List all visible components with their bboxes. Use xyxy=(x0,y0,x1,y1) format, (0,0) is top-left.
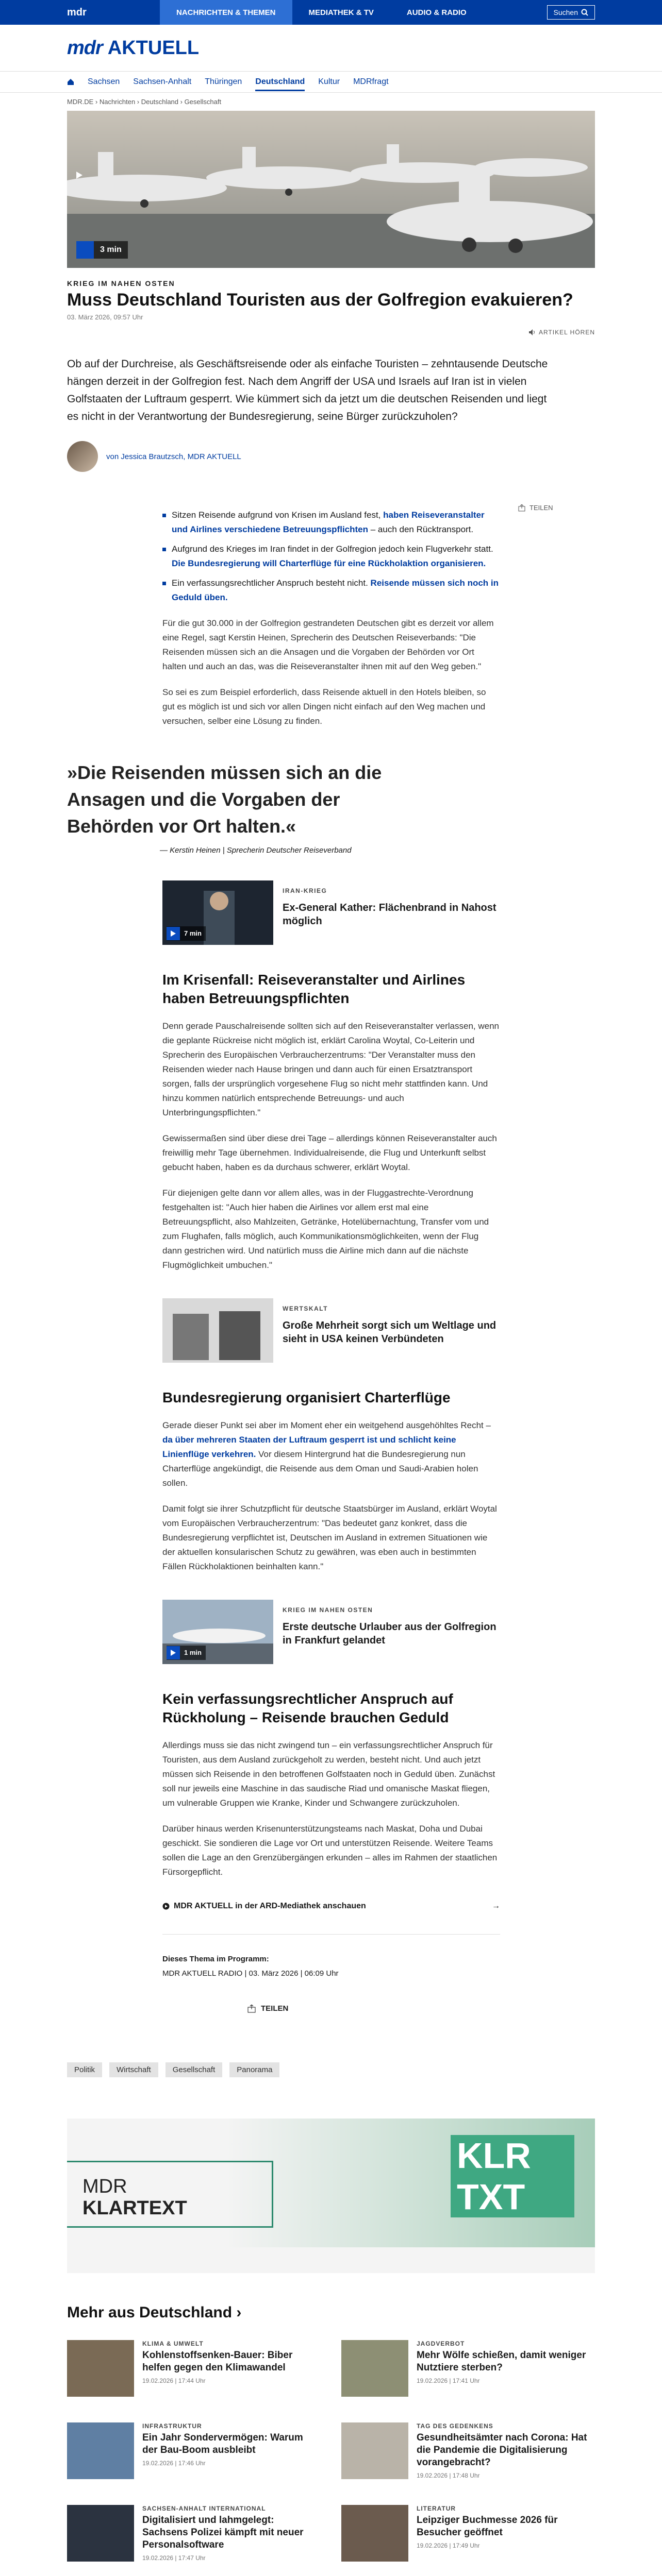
item-kicker: INFRASTRUKTUR xyxy=(142,2422,202,2430)
arrow-right-icon: → xyxy=(492,1902,500,1910)
summary-item xyxy=(162,576,500,605)
share-side-label: TEILEN xyxy=(529,504,553,512)
summary-text: Sitzen Reisende aufgrund von Krisen im Ausland fest, xyxy=(172,510,384,520)
paragraph: Damit folgt sie ihrer Schutzpflicht für deutsche Staatsbürger im Ausland, erklärt Woytal vom Europäischen Verbraucherzentrum: "Das bedeutet ganz konkret, dass die Bundesregierung verpflichtet ist, Deutschen im Ausland in extremen Situationen wie der aktuellen konsularischen Schutz zu gewähren, was eben auch in bestimmten Fällen Rückholaktionen beinhalten kann." xyxy=(162,1504,497,1571)
program-value: MDR AKTUELL RADIO | 03. März 2026 | 06:09 Uhr xyxy=(162,1969,339,1978)
author-box xyxy=(67,441,595,472)
summary-item xyxy=(162,508,500,537)
item-kicker: SACHSEN-ANHALT INTERNATIONAL xyxy=(142,2505,266,2512)
list-item[interactable] xyxy=(67,2340,321,2397)
item-title: Ein Jahr Sondervermögen: Warum der Bau-Boom ausbleibt xyxy=(142,2432,303,2455)
play-icon xyxy=(76,241,94,259)
breadcrumb[interactable]: MDR.DE › Nachrichten › Deutschland › Gesellschaft xyxy=(67,98,222,106)
author-avatar xyxy=(67,441,98,472)
teaser-duration-badge xyxy=(167,926,206,941)
teaser-duration: 7 min xyxy=(184,929,202,937)
klartext-line1: MDR xyxy=(82,2176,127,2197)
more-section-title[interactable]: Mehr aus Deutschland › xyxy=(67,2304,242,2321)
search-icon xyxy=(581,9,588,16)
klartext-title xyxy=(67,2161,273,2228)
item-title: Mehr Wölfe schießen, damit weniger Nutztiere sterben? xyxy=(417,2350,586,2373)
paragraph-text: Vor diesem Hintergrund hat die Bundesregierung nun Charterflüge angekündigt, die Reisende aus dem Oman und Saudi-Arabien holen sollen. xyxy=(162,1449,478,1488)
brand-aktuell[interactable]: AKTUELL xyxy=(107,37,200,59)
list-item[interactable] xyxy=(341,2340,595,2397)
paragraph: Allerdings muss sie das nicht zwingend tun – ein verfassungsrechtlicher Anspruch für Touristen, aus dem Ausland zurückgeholt zu werden, besteht nicht. Und auch jetzt müssen sich Reisende in den betroffenen Golfstaaten noch in Geduld üben. Zunächst soll nur jeweils eine Maschine in das saudische Riad und omanische Maskat fliegen, um vulnerable Gruppen wie Kranke, Kinder und Schwangere zurückzuholen. xyxy=(162,1740,495,1808)
section-heading: Bundesregierung organisiert Charterflüge xyxy=(162,1389,451,1405)
teaser-image xyxy=(162,880,273,945)
item-kicker: JAGDVERBOT xyxy=(417,2340,465,2347)
paragraph xyxy=(162,1418,500,1490)
share-icon xyxy=(247,2005,256,2013)
speaker-icon xyxy=(528,329,536,336)
nav-deutschland[interactable]: Deutschland xyxy=(255,73,305,91)
item-image xyxy=(67,2505,134,2562)
article-body-continued xyxy=(162,880,500,2016)
teaser-card[interactable] xyxy=(162,1600,500,1664)
mediathek-link[interactable] xyxy=(162,1899,500,1935)
tag-list xyxy=(0,2062,662,2077)
tag-wirtschaft[interactable]: Wirtschaft xyxy=(109,2062,158,2077)
tab-mediathek[interactable]: MEDIATHEK & TV xyxy=(308,8,374,17)
brand-header xyxy=(0,25,662,71)
program-label: Dieses Thema im Programm: xyxy=(162,1955,269,1963)
item-date: 19.02.2026 | 17:46 Uhr xyxy=(142,2460,206,2467)
summary-text: – auch den Rücktransport. xyxy=(368,524,474,534)
item-image xyxy=(67,2340,134,2397)
paragraph: So sei es zum Beispiel erforderlich, dass Reisende aktuell in den Hotels bleiben, so gut es möglich ist und sich vor allen Dingen nicht einfach auf den Weg machen und versuchen, selber eine Lösung zu finden. xyxy=(162,687,486,726)
item-title: Kohlenstoffsenken-Bauer: Biber helfen gegen den Klimawandel xyxy=(142,2350,293,2373)
pull-quote: »Die Reisenden müssen sich an die Ansagen und die Vorgaben der Behörden vor Ort halten.« xyxy=(67,762,382,837)
mediathek-link-label: MDR AKTUELL in der ARD-Mediathek anschauen xyxy=(174,1902,366,1910)
teaser-image xyxy=(162,1298,273,1363)
teaser-title: Ex-General Kather: Flächenbrand in Nahost möglich xyxy=(283,902,496,927)
paragraph: Darüber hinaus werden Krisenunterstützungsteams nach Maskat, Doha und Dubai geschickt. Sie sondieren die Lage vor Ort und unterstützen Reisende. Weitere Teams sollen die Lage an den Grenzübergängen erkunden – alles im Rahmen der staatlichen Fürsorgepflicht. xyxy=(162,1824,498,1877)
nav-mdrfragt[interactable]: MDRfragt xyxy=(353,77,389,86)
article-header xyxy=(0,279,662,472)
summary-highlight: Reisende müssen sich noch in Geduld üben. xyxy=(172,578,499,602)
teaser-kicker: WERTSKALT xyxy=(283,1305,328,1312)
item-image xyxy=(341,2422,408,2479)
nav-thueringen[interactable]: Thüringen xyxy=(205,77,242,86)
paragraph: Denn gerade Pauschalreisende sollten sich auf den Reiseveranstalter verlassen, wenn die geplante Rückreise nicht möglich ist, erklärt Carolina Woytal, Co-Leiterin und Sprecherin des Europäischen Verbraucherzentrums: "Der Veranstalter muss den Reisenden wieder nach Hause bringen und dann auch für einen Ersatztransport sorgen, falls der ursprünglich vorgesehene Flug so nicht mehr stattfinden kann. Und hinzu kommen natürlich entsprechende Betreuungs- und auch Unterbringungspflichten." xyxy=(162,1021,499,1117)
paragraph: Für die gut 30.000 in der Golfregion gestrandeten Deutschen gibt es derzeit vor allem eine Regel, sagt Kerstin Heinen, Sprecherin des Deutschen Reiseverbands: "Die Reisenden müssen sich an die Ansagen und die Vorgaben der Behörden vor Ort halten und auch an das, was die Reiseveranstalter ihnen mit auf den Weg geben." xyxy=(162,618,494,671)
hero-image xyxy=(67,111,595,268)
tag-gesellschaft[interactable]: Gesellschaft xyxy=(166,2062,223,2077)
paragraph-text: Gerade dieser Punkt sei aber im Moment eher ein weitgehend ausgehöhltes Recht – xyxy=(162,1420,491,1430)
read-aloud-button[interactable] xyxy=(528,329,595,336)
tag-politik[interactable]: Politik xyxy=(67,2062,102,2077)
article-body xyxy=(162,508,500,728)
summary-list xyxy=(162,508,500,605)
home-icon[interactable] xyxy=(67,78,74,86)
paragraph: Gewissermaßen sind über diese drei Tage – allerdings können Reiseveranstalter auch freiwillig mehr Tage übernehmen. Individualreisende, die Flug und Unterkunft selbst gebucht haben, haben es da durchaus schwerer, erklärt Woytal. xyxy=(162,1133,497,1172)
teaser-kicker: IRAN-KRIEG xyxy=(283,887,327,894)
item-date: 19.02.2026 | 17:49 Uhr xyxy=(417,2542,480,2549)
nav-sachsen-anhalt[interactable]: Sachsen-Anhalt xyxy=(133,77,192,86)
article-meta xyxy=(67,313,595,336)
list-item[interactable] xyxy=(341,2505,595,2562)
teaser-duration-badge xyxy=(167,1646,206,1660)
share-icon xyxy=(518,504,525,512)
item-image xyxy=(341,2505,408,2562)
section-nav xyxy=(0,71,662,93)
list-item[interactable] xyxy=(341,2422,595,2479)
item-title: Leipziger Buchmesse 2026 für Besucher geöffnet xyxy=(417,2515,558,2538)
author-name[interactable]: von Jessica Brautzsch, MDR AKTUELL xyxy=(106,452,241,461)
nav-kultur[interactable]: Kultur xyxy=(318,77,340,86)
hero-video[interactable] xyxy=(67,111,595,268)
play-circle-icon xyxy=(162,1903,170,1910)
teaser-card[interactable] xyxy=(162,880,500,945)
program-info xyxy=(162,1952,500,1981)
summary-item xyxy=(162,542,500,571)
tab-nachrichten[interactable]: NACHRICHTEN & THEMEN xyxy=(160,0,292,25)
teaser-image xyxy=(162,1600,273,1664)
paragraph-highlight: da über mehreren Staaten der Luftraum gesperrt ist und schlicht keine Linienflüge verkehren. xyxy=(162,1435,456,1459)
tag-panorama[interactable]: Panorama xyxy=(229,2062,279,2077)
share-label: TEILEN xyxy=(261,2004,289,2013)
search-button[interactable] xyxy=(547,5,595,20)
section-heading: Im Krisenfall: Reiseveranstalter und Airlines haben Betreuungspflichten xyxy=(162,972,466,1006)
item-image xyxy=(341,2340,408,2397)
main-tabs xyxy=(160,0,483,25)
item-date: 19.02.2026 | 17:48 Uhr xyxy=(417,2472,480,2479)
summary-text: Ein verfassungsrechtlicher Anspruch besteht nicht. xyxy=(172,578,371,588)
article-kicker: KRIEG IM NAHEN OSTEN xyxy=(67,279,175,287)
search-label: Suchen xyxy=(553,8,578,16)
more-grid xyxy=(0,2340,662,2562)
summary-highlight: haben Reiseveranstalter und Airlines verschiedene Betreuungspflichten xyxy=(172,510,485,534)
item-date: 19.02.2026 | 17:47 Uhr xyxy=(142,2554,206,2562)
top-navigation-bar xyxy=(0,0,662,25)
paragraph: Für diejenigen gelte dann vor allem alles, was in der Fluggastrechte-Verordnung festgehalten ist: "Auch hier haben die Airlines vor allem erst mal eine Betreuungspflicht, also Mahlzeiten, Getränke, Hotelübernachtung, Transfer vom und zum Flughafen, falls möglich, auch Kommunikationsmöglichkeiten, wenn der Flug dann gestrichen wird. Und natürlich muss die Airline mich dann auf die nächste Flugmöglichkeit umbuchen." xyxy=(162,1188,489,1270)
play-icon xyxy=(167,927,180,940)
teaser-card[interactable] xyxy=(162,1298,500,1363)
article-lead: Ob auf der Durchreise, als Geschäftsreisende oder als einfache Touristen – zehntausende Deutsche hängen derzeit in der Golfregion fest. Nach dem Angriff der USA und Israels auf Iran ist in vielen Golfstaaten der Luftraum gesperrt. Wie kümmert sich da jetzt um die deutschen Reisenden und liegt es nicht in der Verantwortung der Bundesregierung, seine Bürger zurückzuholen? xyxy=(67,358,548,422)
item-kicker: LITERATUR xyxy=(417,2505,456,2512)
read-aloud-label: ARTIKEL HÖREN xyxy=(538,329,595,336)
item-image xyxy=(67,2422,134,2479)
teaser-title: Große Mehrheit sorgt sich um Weltlage und sieht in USA keinen Verbündeten xyxy=(283,1320,496,1345)
share-button[interactable] xyxy=(247,2002,304,2016)
item-kicker: TAG DES GEDENKENS xyxy=(417,2422,493,2430)
brand-mdr[interactable]: mdr xyxy=(67,37,103,59)
teaser-title: Erste deutsche Urlauber aus der Golfregion in Frankfurt gelandet xyxy=(283,1621,496,1646)
summary-text: Aufgrund des Krieges im Iran findet in der Golfregion jedoch kein Flugverkehr statt. xyxy=(172,544,493,554)
article-date: 03. März 2026, 09:57 Uhr xyxy=(67,313,143,321)
hero-duration-badge[interactable] xyxy=(76,241,128,259)
tab-audio[interactable]: AUDIO & RADIO xyxy=(406,8,467,17)
klartext-logo1: KLR xyxy=(457,2136,531,2176)
klartext-logo2: TXT xyxy=(457,2177,525,2217)
quote-source: — Kerstin Heinen | Sprecherin Deutscher Reiseverband xyxy=(160,846,352,855)
item-date: 19.02.2026 | 17:44 Uhr xyxy=(142,2377,206,2384)
nav-sachsen[interactable]: Sachsen xyxy=(88,77,120,86)
item-date: 19.02.2026 | 17:41 Uhr xyxy=(417,2377,480,2384)
list-item[interactable] xyxy=(67,2422,321,2479)
item-title: Gesundheitsämter nach Corona: Hat die Pandemie die Digitalisierung vorangebracht? xyxy=(417,2432,587,2468)
item-title: Digitalisiert und lahmgelegt: Sachsens Polizei kämpft mit neuer Personalsoftware xyxy=(142,2515,304,2550)
article-title: Muss Deutschland Touristen aus der Golfregion evakuieren? xyxy=(67,290,573,310)
hero-duration: 3 min xyxy=(100,245,122,254)
klartext-logo xyxy=(451,2135,574,2217)
mdr-logo[interactable]: mdr xyxy=(67,6,87,18)
klartext-line2: KLARTEXT xyxy=(82,2197,187,2219)
play-icon xyxy=(167,1646,180,1659)
summary-highlight: Die Bundesregierung will Charterflüge für eine Rückholaktion organisieren. xyxy=(172,558,486,568)
section-heading: Kein verfassungsrechtlicher Anspruch auf Rückholung – Reisende brauchen Geduld xyxy=(162,1691,453,1725)
teaser-duration: 1 min xyxy=(184,1649,202,1656)
teaser-kicker: KRIEG IM NAHEN OSTEN xyxy=(283,1606,373,1614)
share-side-button[interactable] xyxy=(518,504,553,512)
list-item[interactable] xyxy=(67,2505,321,2562)
klartext-banner[interactable] xyxy=(67,2119,595,2273)
article-body-wrapper xyxy=(0,504,662,728)
item-kicker: KLIMA & UMWELT xyxy=(142,2340,204,2347)
